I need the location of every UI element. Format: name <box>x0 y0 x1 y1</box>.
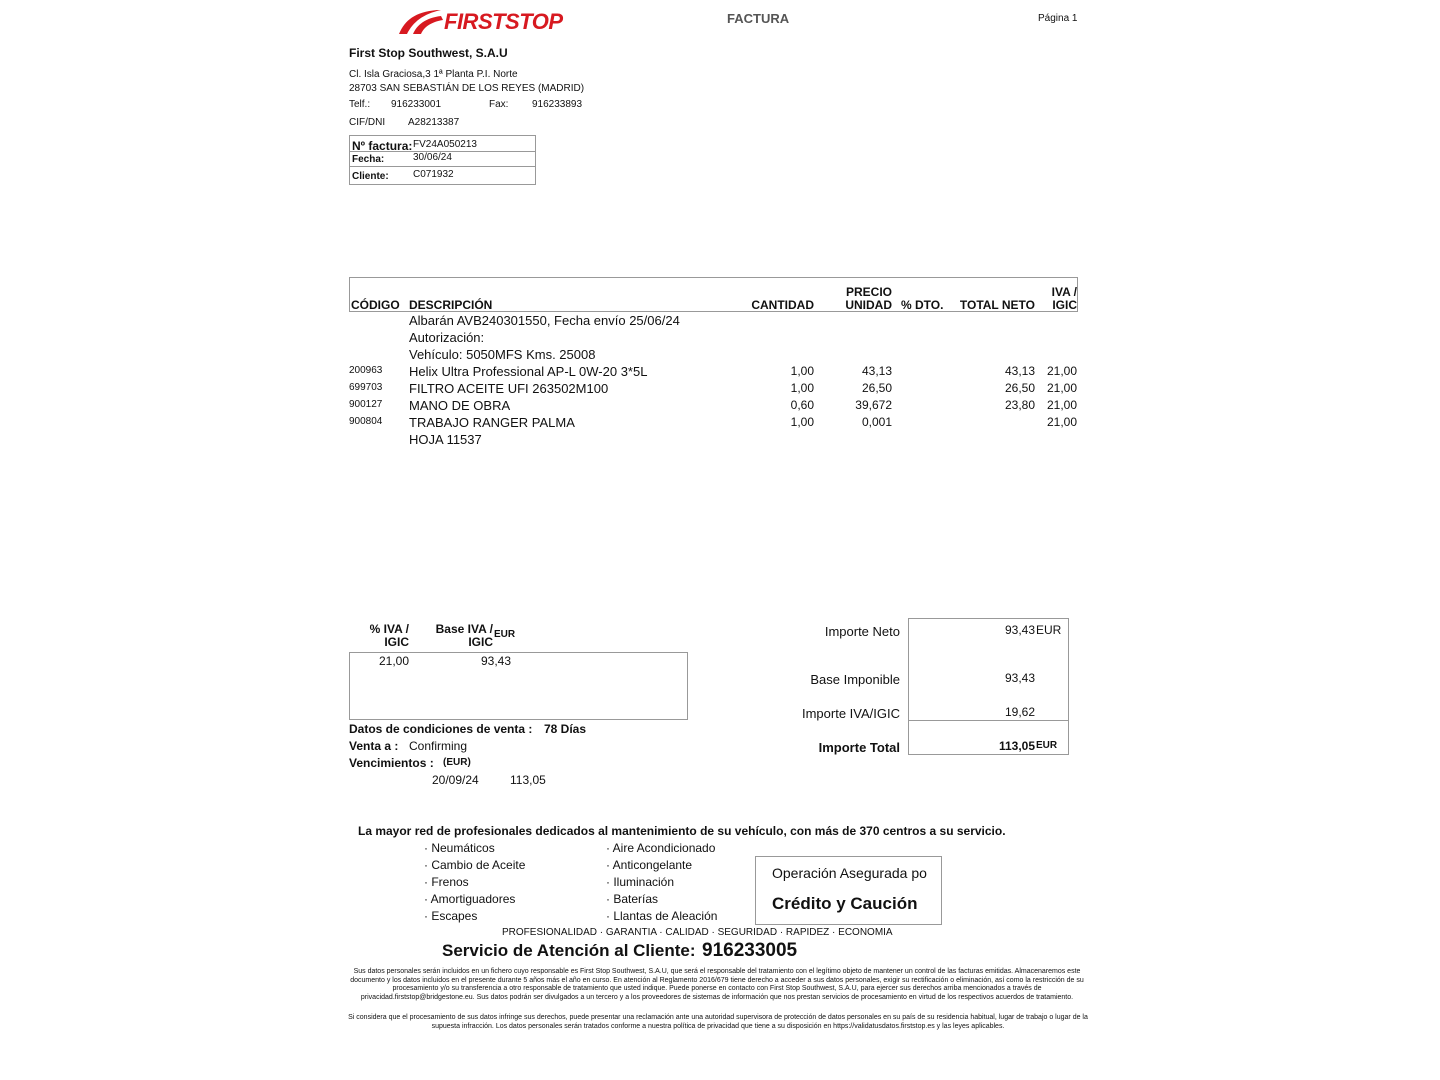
tax-vat-rate: 21,00 <box>378 654 409 668</box>
row-price: 26,50 <box>861 381 892 395</box>
tax-base-header-1: Base IVA / <box>435 622 493 636</box>
header-discount: % DTO. <box>901 298 944 312</box>
row-price: 39,672 <box>855 398 892 412</box>
base-label: Base Imponible <box>810 672 900 687</box>
payment-label: Venta a : <box>349 739 399 753</box>
total-currency: EUR <box>1036 740 1058 751</box>
row-code: 699703 <box>349 382 383 393</box>
promo-headline: La mayor red de profesionales dedicados al mantenimiento de su vehículo, con más de 370 centros a su servicio. <box>358 824 1006 838</box>
service-item: · Cambio de Aceite <box>424 858 526 872</box>
service-item: · Iluminación <box>606 875 675 889</box>
header-total: TOTAL NETO <box>959 298 1035 312</box>
company-address-1: Cl. Isla Graciosa,3 1ª Planta P.I. Norte <box>349 69 518 80</box>
service-item: · Amortiguadores <box>424 892 516 906</box>
row-code: 900804 <box>349 416 383 427</box>
invoice-date-label: Fecha: <box>352 154 385 165</box>
row-vat: 21,00 <box>1046 398 1077 412</box>
page-number: Página 1 <box>1038 13 1078 24</box>
tax-base-value: 93,43 <box>480 654 511 668</box>
invoice-number-label: Nº factura: <box>352 139 413 153</box>
tel-label: Telf.: <box>349 99 371 110</box>
logo-text: FIRSTSTOP <box>444 9 563 34</box>
net-label: Importe Neto <box>824 624 900 639</box>
net-value: 93,43 <box>1004 623 1035 637</box>
cif-value: A28213387 <box>408 117 460 128</box>
row-price: 0,001 <box>861 415 892 429</box>
service-item: · Aire Acondicionado <box>606 841 716 855</box>
base-value: 93,43 <box>1004 671 1035 685</box>
due-date: 20/09/24 <box>432 773 479 787</box>
extra-line: HOJA 11537 <box>409 432 482 447</box>
row-quantity: 1,00 <box>790 381 814 395</box>
invoice-number-value: FV24A050213 <box>413 139 477 150</box>
due-label: Vencimientos : <box>349 756 434 770</box>
insurance-line-2: Crédito y Caución <box>772 894 918 913</box>
row-vat: 21,00 <box>1046 415 1077 429</box>
invoice-client-value: C071932 <box>413 169 454 180</box>
header-price-2: UNIDAD <box>845 298 892 312</box>
row-total: 26,50 <box>1004 381 1035 395</box>
row-description: MANO DE OBRA <box>409 398 511 413</box>
header-vat-2: IGIC <box>1052 298 1077 312</box>
fax-value: 916233893 <box>532 99 583 110</box>
sale-conditions-value: 78 Días <box>544 722 587 736</box>
company-address-2: 28703 SAN SEBASTIÁN DE LOS REYES (MADRID) <box>349 83 585 94</box>
header-vat-1: IVA / <box>1051 285 1077 299</box>
row-vat: 21,00 <box>1046 364 1077 378</box>
header-description: DESCRIPCIÓN <box>409 298 493 312</box>
total-value: 113,05 <box>998 739 1035 753</box>
row-price: 43,13 <box>861 364 892 378</box>
row-code: 200963 <box>349 365 383 376</box>
tax-base-currency: EUR <box>494 629 516 640</box>
row-total: 43,13 <box>1004 364 1035 378</box>
note-line-1: Albarán AVB240301550, Fecha envío 25/06/24 <box>409 313 680 328</box>
legal-paragraph-1: Sus datos personales serán incluidos en un fichero cuyo responsable es First Stop Southwest, S.A.U, que será el responsable del tratamiento con el legítimo objeto de mantener un control de las facturas emitidas. Almacenaremos este documento y los datos incluidos en el presente durante 5 años más el año en curso. En atención al Reglamento 2016/679 tiene derecho a acceder a sus datos personales, exigir su rectificación o eliminación, así como la restricción de su procesamiento y/o su transferencia a otro responsable de tratamiento que usted indique. Puede ponerse en contacto con First Stop Southwest, S.A.U, para ejercer sus derechos arriba mencionados a través de privacidad.firststop@bridgestone.eu. Sus datos podrán ser divulgados a un tercero y a los proveedores de sistemas de información que nos prestan servicios de procesamiento en virtud de los respectivos acuerdos de tratamiento. <box>350 968 1084 1001</box>
sale-conditions-label: Datos de condiciones de venta : <box>349 722 533 736</box>
firststop-logo-icon <box>397 6 445 36</box>
row-code: 900127 <box>349 399 383 410</box>
tax-base-header-2: IGIC <box>468 635 493 649</box>
tax-vat-header-2: IGIC <box>384 635 409 649</box>
note-line-3: Vehículo: 5050MFS Kms. 25008 <box>409 347 596 362</box>
total-label: Importe Total <box>818 740 900 755</box>
row-vat: 21,00 <box>1046 381 1077 395</box>
due-amount: 113,05 <box>510 773 546 787</box>
row-quantity: 1,00 <box>790 364 814 378</box>
service-item: · Llantas de Aleación <box>606 909 718 923</box>
service-item: · Anticongelante <box>606 858 693 872</box>
service-item: · Frenos <box>424 875 469 889</box>
row-quantity: 1,00 <box>790 415 814 429</box>
row-description: Helix Ultra Professional AP-L 0W-20 3*5L <box>409 364 648 379</box>
insurance-line-1: Operación Asegurada po <box>772 865 927 881</box>
service-item: · Neumáticos <box>424 841 495 855</box>
cif-label: CIF/DNI <box>349 117 386 128</box>
document-title: FACTURA <box>727 11 790 26</box>
net-currency: EUR <box>1036 623 1062 637</box>
vat-label: Importe IVA/IGIC <box>801 706 900 721</box>
service-item: · Baterías <box>606 892 659 906</box>
payment-value: Confirming <box>409 739 468 753</box>
invoice-date-value: 30/06/24 <box>413 152 452 163</box>
header-price-1: PRECIO <box>845 285 892 299</box>
company-name: First Stop Southwest, S.A.U <box>349 46 508 60</box>
service-item: · Escapes <box>424 909 478 923</box>
header-quantity: CANTIDAD <box>751 298 814 312</box>
row-description: TRABAJO RANGER PALMA <box>409 415 575 430</box>
header-code: CÓDIGO <box>351 298 400 312</box>
service-phone: 916233005 <box>702 940 798 961</box>
due-currency: (EUR) <box>443 757 471 768</box>
legal-paragraph-2: Si considera que el procesamiento de sus datos infringe sus derechos, puede presentar una reclamación ante una autoridad supervisora de protección de datos personales en su país de su residencia habitual, lugar de trabajo o lugar de la supuesta infracción. Los datos personales serán tratados conforme a nuestra política de privacidad que tiene a su disposición en https://validatusdatos.firststop.es y las leyes aplicables. <box>348 1014 1088 1030</box>
tax-vat-header-1: % IVA / <box>369 622 409 636</box>
service-label: Servicio de Atención al Cliente: <box>442 941 696 960</box>
values-line: PROFESIONALIDAD · GARANTIA · CALIDAD · SEGURIDAD · RAPIDEZ · ECONOMIA <box>502 927 893 938</box>
row-total: 23,80 <box>1004 398 1035 412</box>
totals-box <box>908 618 1069 755</box>
row-quantity: 0,60 <box>790 398 814 412</box>
fax-label: Fax: <box>489 99 509 110</box>
tel-value: 916233001 <box>391 99 442 110</box>
vat-value: 19,62 <box>1004 705 1035 719</box>
note-line-2: Autorización: <box>409 330 485 345</box>
row-description: FILTRO ACEITE UFI 263502M100 <box>409 381 609 396</box>
invoice-client-label: Cliente: <box>352 171 389 182</box>
